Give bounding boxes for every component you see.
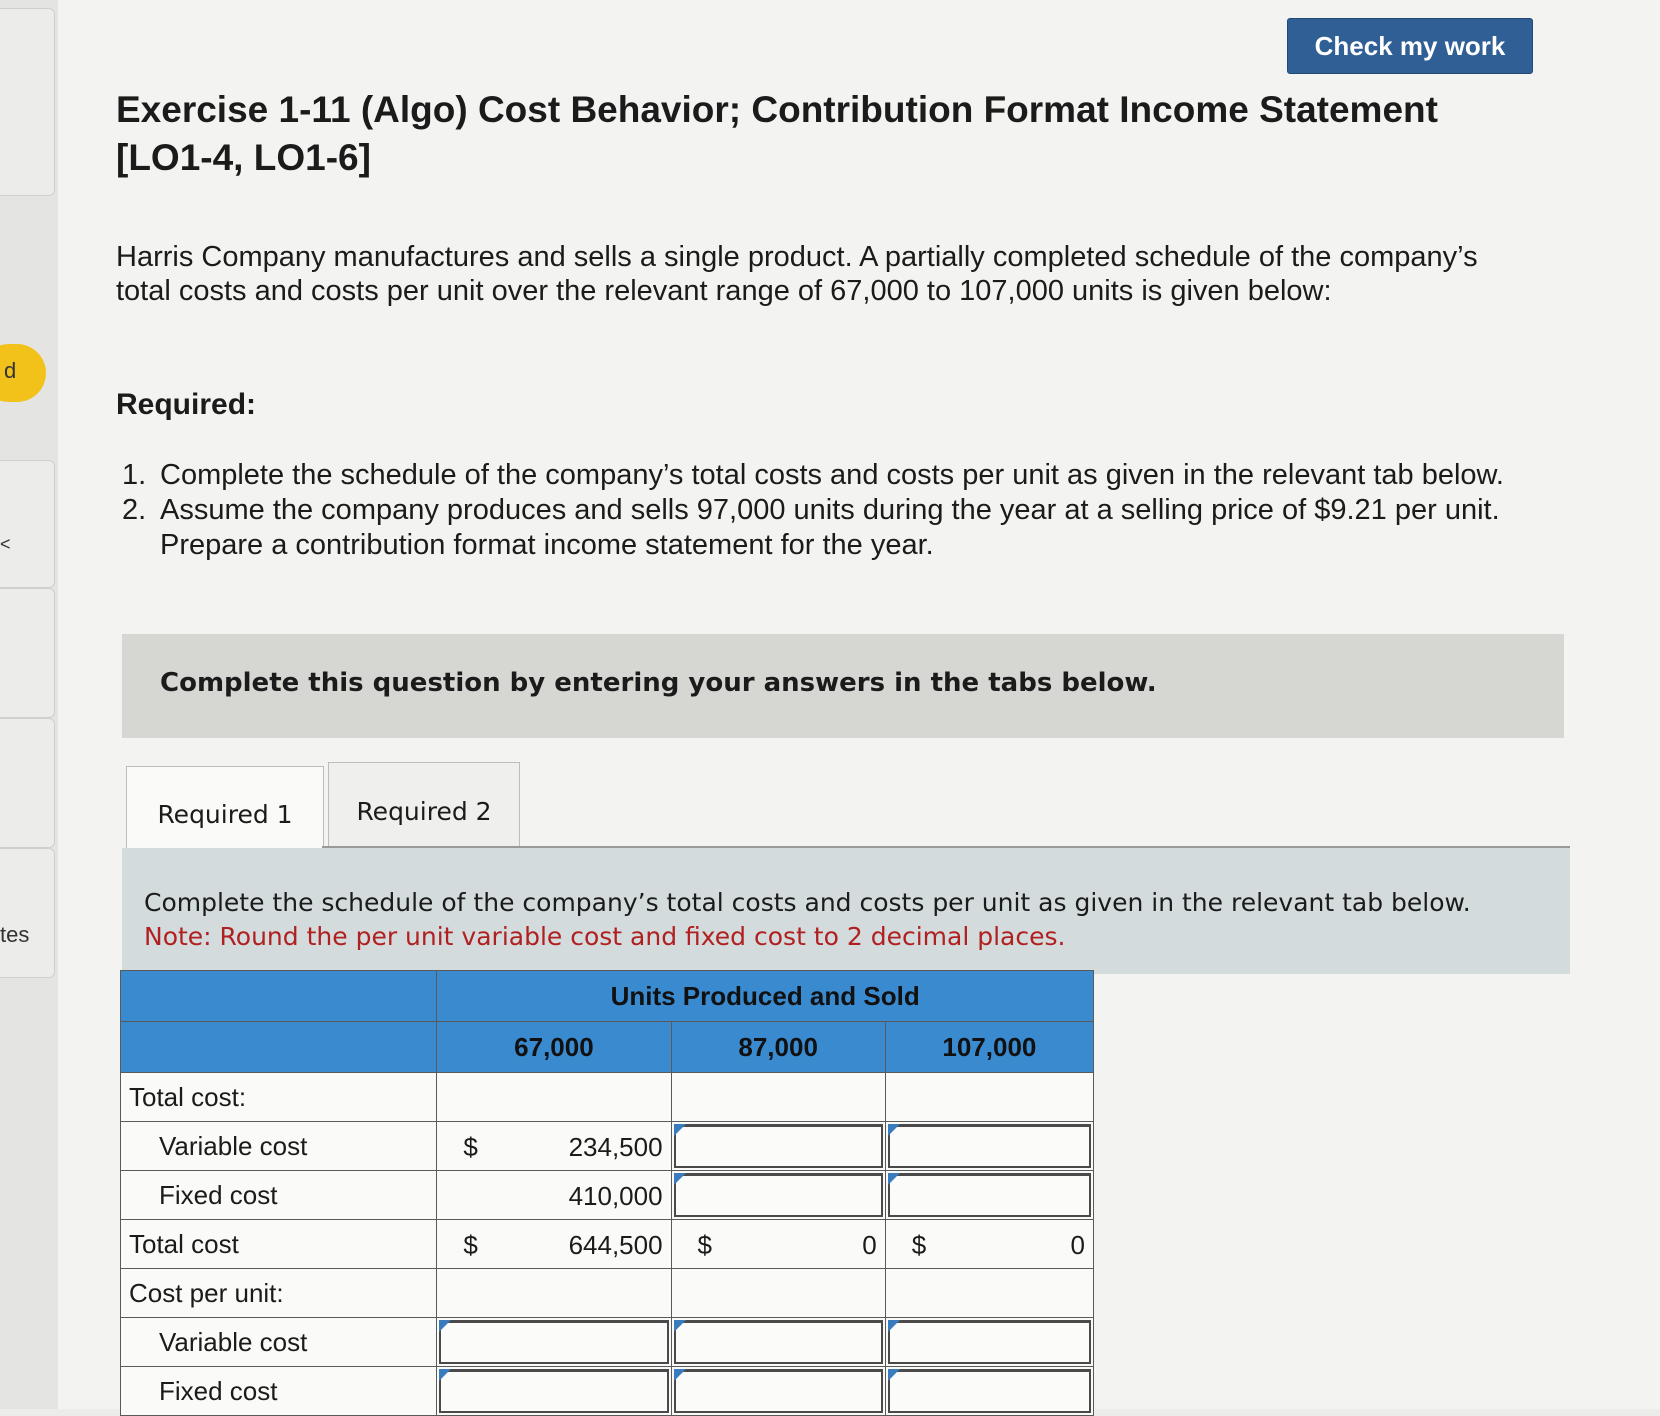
unit-fixed-87000-input[interactable] [674, 1369, 883, 1413]
required-heading: Required: [116, 388, 257, 421]
total-cost-section-label: Total cost: [121, 1073, 437, 1122]
empty-cell [437, 1269, 671, 1318]
currency-symbol: $ [697, 1230, 713, 1260]
empty-cell [437, 1073, 671, 1122]
table-row [121, 1171, 1094, 1220]
cost-schedule-table [120, 970, 1094, 1416]
fixed-cost-107000-input[interactable] [888, 1173, 1091, 1217]
unit-variable-87000-input[interactable] [674, 1320, 883, 1364]
tab-required-2[interactable]: Required 2 [328, 762, 520, 859]
value: 644,500 [568, 1230, 663, 1260]
variable-cost-107000-cell [885, 1122, 1093, 1171]
fixed-cost-107000-cell [885, 1171, 1093, 1220]
table-row [121, 1367, 1094, 1416]
requirement-item [122, 458, 1552, 493]
tab-instructions [122, 848, 1570, 974]
unit-variable-107000-cell [885, 1318, 1093, 1367]
rail-card[interactable] [0, 848, 55, 978]
variable-cost-87000-input[interactable] [674, 1124, 883, 1168]
variable-cost-67000 [437, 1122, 671, 1171]
check-my-work-button[interactable]: Check my work [1287, 18, 1533, 74]
currency-symbol: $ [911, 1230, 927, 1260]
banner-text: Complete this question by entering your answers in the tabs below. [160, 668, 1157, 698]
input-marker-icon [674, 1173, 686, 1185]
column-67000: 67,000 [437, 1022, 671, 1073]
requirement-number: 2. [122, 494, 147, 526]
unit-variable-67000-input[interactable] [439, 1320, 668, 1364]
unit-variable-87000-cell [671, 1318, 885, 1367]
unit-fixed-67000-input[interactable] [439, 1369, 668, 1413]
unit-variable-cost-label: Variable cost [121, 1318, 437, 1367]
fixed-cost-87000-input[interactable] [674, 1173, 883, 1217]
exercise-title: Exercise 1-11 (Algo) Cost Behavior; Contribution Format Income Statement [LO1-4, LO1-6] [116, 89, 1438, 178]
input-marker-icon [674, 1124, 686, 1136]
unit-fixed-107000-input[interactable] [888, 1369, 1091, 1413]
table-row [121, 1269, 1094, 1318]
table-row [121, 1220, 1094, 1269]
fixed-cost-label: Fixed cost [121, 1171, 437, 1220]
fixed-cost-87000-cell [671, 1171, 885, 1220]
unit-variable-67000-cell [437, 1318, 671, 1367]
variable-cost-87000-cell [671, 1122, 885, 1171]
column-107000: 107,000 [885, 1022, 1093, 1073]
unit-fixed-87000-cell [671, 1367, 885, 1416]
rail-mark: < [0, 534, 11, 554]
requirement-item [122, 493, 1552, 563]
header-blank [121, 971, 437, 1022]
rail-card[interactable] [0, 588, 55, 718]
variable-cost-label: Variable cost [121, 1122, 437, 1171]
rail-card[interactable] [0, 718, 55, 848]
fixed-cost-67000 [437, 1171, 671, 1220]
input-marker-icon [888, 1369, 900, 1381]
rail-badge-text: d [4, 358, 17, 383]
instructions-banner [122, 634, 1564, 738]
value: 234,500 [568, 1132, 663, 1162]
tab-required-1[interactable]: Required 1 [126, 766, 324, 861]
empty-cell [671, 1269, 885, 1318]
instruction-text: Complete the schedule of the company’s total costs and costs per unit as given in the relevant tab below. [144, 888, 1471, 917]
table-row [121, 1122, 1094, 1171]
rounding-note: Note: Round the per unit variable cost and fixed cost to 2 decimal places. [144, 922, 1066, 951]
currency-symbol: $ [463, 1132, 478, 1162]
value: 0 [862, 1230, 877, 1260]
variable-cost-107000-input[interactable] [888, 1124, 1091, 1168]
unit-fixed-107000-cell [885, 1367, 1093, 1416]
total-cost-67000 [437, 1220, 671, 1269]
cost-per-unit-section-label: Cost per unit: [121, 1269, 437, 1318]
input-marker-icon [674, 1369, 686, 1381]
input-marker-icon [888, 1320, 900, 1332]
unit-fixed-cost-label: Fixed cost [121, 1367, 437, 1416]
table-row [121, 1318, 1094, 1367]
input-marker-icon [439, 1320, 451, 1332]
requirement-number: 1. [122, 459, 147, 491]
empty-cell [885, 1073, 1093, 1122]
total-cost-label: Total cost [121, 1220, 437, 1269]
unit-fixed-67000-cell [437, 1367, 671, 1416]
column-87000: 87,000 [671, 1022, 885, 1073]
left-rail [0, 0, 58, 1409]
rail-card[interactable] [0, 460, 55, 588]
total-cost-107000 [885, 1220, 1093, 1269]
requirement-text: Assume the company produces and sells 97,000 units during the year at a selling price of $9.21 per unit. Prepare a contribution format income statement for the year. [160, 494, 1500, 561]
requirement-text: Complete the schedule of the company’s total costs and costs per unit as given in the relevant tab below. [160, 459, 1504, 491]
rail-bottom-text: tes [0, 922, 30, 947]
header-blank [121, 1022, 437, 1073]
empty-cell [885, 1269, 1093, 1318]
table-row [121, 1073, 1094, 1122]
input-marker-icon [888, 1173, 900, 1185]
value: 410,000 [568, 1181, 663, 1211]
currency-symbol: $ [463, 1230, 478, 1260]
input-marker-icon [888, 1124, 900, 1136]
units-produced-header: Units Produced and Sold [437, 971, 1094, 1022]
input-marker-icon [439, 1369, 451, 1381]
value: 0 [1070, 1230, 1085, 1260]
unit-variable-107000-input[interactable] [888, 1320, 1091, 1364]
intro-text: Harris Company manufactures and sells a single product. A partially completed schedule of the company’s total costs and costs per unit over the relevant range of 67,000 to 107,000 units is given below: [116, 241, 1478, 307]
empty-cell [671, 1073, 885, 1122]
rail-card[interactable] [0, 8, 55, 196]
input-marker-icon [674, 1320, 686, 1332]
requirements-list [122, 458, 1552, 563]
total-cost-87000 [671, 1220, 885, 1269]
